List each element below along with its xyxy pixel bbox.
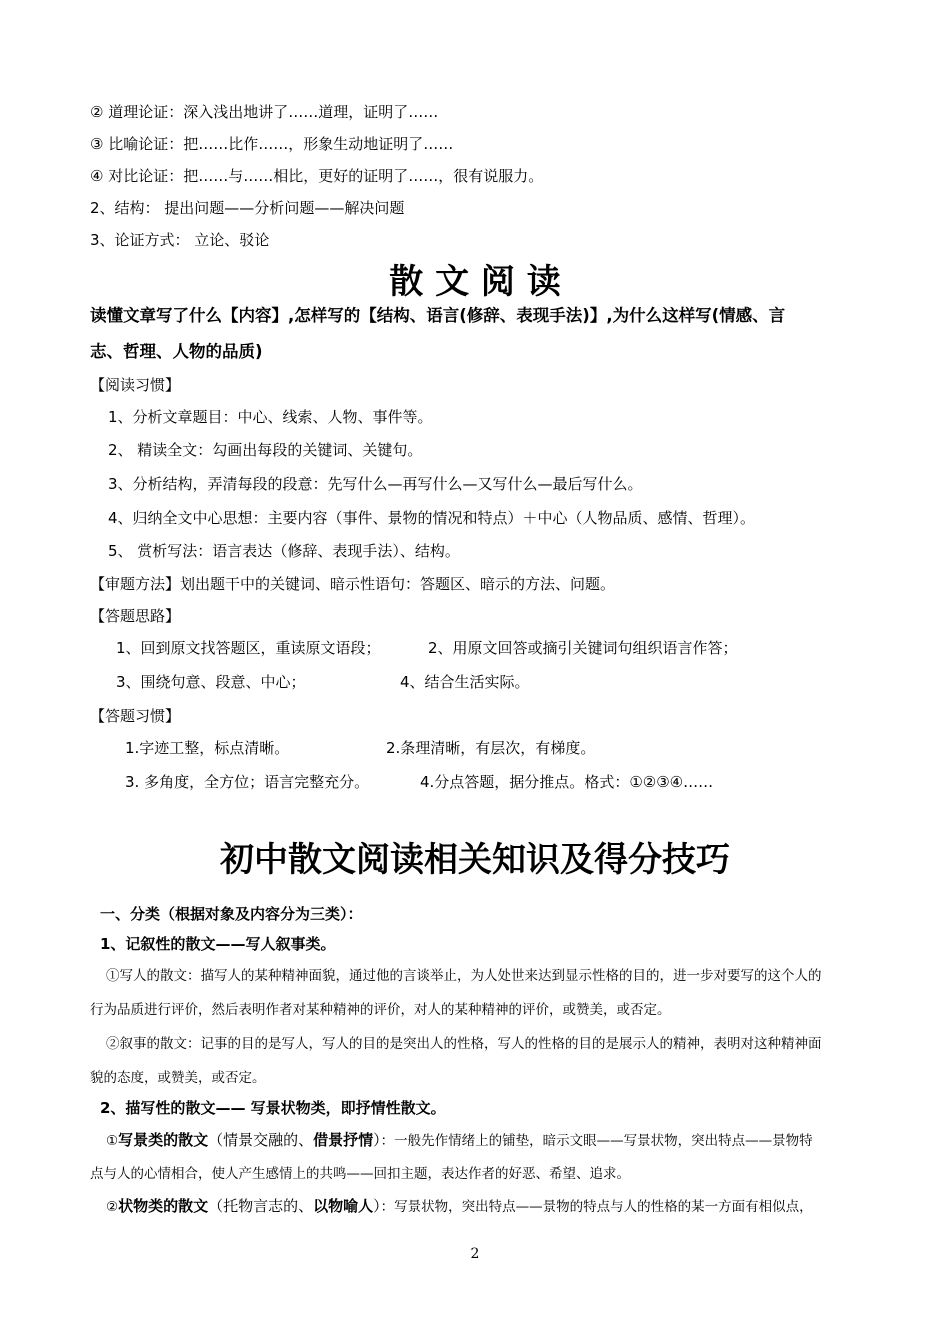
reading-habit-item: 1、分析文章题目：中心、线索、人物、事件等。 (108, 408, 433, 426)
object-paren-open: （托物言志的、 (208, 1197, 314, 1215)
scenery-prose-line2: 点与人的心情相合，使人产生感情上的共鸣——回扣主题，表达作者的好恶、希望、追求。 (90, 1166, 630, 1182)
approach-item: 2、用原文回答或摘引关键词句组织语言作答； (428, 639, 738, 657)
review-method-line: 【审题方法】划出题干中的关键词、暗示性语句：答题区、暗示的方法、问题。 (90, 575, 616, 593)
category-descriptive: 2、描写性的散文—— 写景状物类，即抒情性散文。 (100, 1099, 446, 1117)
answer-habit-item: 3. 多角度，全方位；语言完整充分。 (125, 773, 370, 791)
answer-habit-item: 1.字迹工整，标点清晰。 (125, 739, 290, 757)
reading-habit-item: 4、归纳全文中心思想：主要内容（事件、景物的情况和特点）＋中心（人物品质、感情、哲理）。 (108, 509, 756, 527)
scenery-desc: ：一般先作情绪上的铺垫，暗示文眼——写景状物，突出特点——景物特 (380, 1133, 813, 1149)
scenery-paren-close: ） (373, 1131, 381, 1149)
narrative-prose-line1: ②叙事的散文：记事的目的是写人，写人的目的是突出人的性格，写人的性格的目的是展示人的精神，表明对这种精神面 (106, 1036, 822, 1052)
method-metaphor: ③ 比喻论证：把……比作……，形象生动地证明了…… (90, 135, 454, 153)
reading-habit-item: 2、 精读全文：勾画出每段的关键词、关键句。 (108, 441, 423, 459)
answer-habits-heading: 【答题习惯】 (90, 707, 181, 725)
answer-habit-item: 2.条理清晰，有层次，有梯度。 (386, 739, 596, 757)
prose-reading-title: 散 文 阅 读 (389, 262, 561, 302)
method-contrast: ④ 对比论证：把……与……相比，更好的证明了……，很有说服力。 (90, 167, 544, 185)
object-paren-bold: 以物喻人 (313, 1197, 374, 1215)
item-marker: ② (106, 1199, 119, 1215)
page-number: 2 (470, 1246, 480, 1262)
prose-intro-line1: 读懂文章写了什么【内容】,怎样写的【结构、语言(修辞、表现手法)】,为什么这样写(情感、言 (90, 306, 786, 325)
approach-heading: 【答题思路】 (90, 607, 181, 625)
classification-heading: 一、分类（根据对象及内容分为三类）： (100, 905, 363, 923)
approach-item: 3、围绕句意、段意、中心； (116, 673, 306, 691)
scenery-paren-open: （情景交融的、 (208, 1131, 314, 1149)
object-prose-line1 (106, 1196, 813, 1217)
answer-habit-item: 4.分点答题，据分推点。格式：①②③④…… (420, 773, 714, 791)
prose-intro-line2: 志、哲理、人物的品质) (90, 342, 263, 361)
portrait-prose-line1: ①写人的散文：描写人的某种精神面貌，通过他的言谈举止，为人处世来达到显示性格的目的，进一步对要写的这个人的 (106, 968, 822, 984)
narrative-prose-line2: 貌的态度，或赞美，或否定。 (90, 1070, 266, 1086)
scenery-prose-line1 (106, 1130, 813, 1151)
structure-line: 2、结构： 提出问题——分析问题——解决问题 (90, 199, 405, 217)
reading-habit-item: 3、分析结构，弄清每段的段意：先写什么—再写什么—又写什么—最后写什么。 (108, 475, 643, 493)
object-paren-close: ） (373, 1197, 381, 1215)
approach-item: 1、回到原文找答题区，重读原文语段； (116, 639, 381, 657)
object-prose-name: 状物类的散文 (118, 1197, 209, 1215)
scenery-paren-bold: 借景抒情 (313, 1131, 374, 1149)
reading-habit-item: 5、 赏析写法：语言表达（修辞、表现手法）、结构。 (108, 542, 460, 560)
portrait-prose-line2: 行为品质进行评价，然后表明作者对某种精神的评价，对人的某种精神的评价，或赞美，或否定。 (90, 1002, 671, 1018)
knowledge-title: 初中散文阅读相关知识及得分技巧 (220, 840, 730, 880)
method-reasoning: ② 道理论证：深入浅出地讲了……道理，证明了…… (90, 103, 439, 121)
scenery-prose-name: 写景类的散文 (118, 1131, 209, 1149)
reading-habits-heading: 【阅读习惯】 (90, 376, 181, 394)
category-narrative: 1、记叙性的散文——写人叙事类。 (100, 935, 336, 953)
approach-item: 4、结合生活实际。 (400, 673, 530, 691)
argument-mode-line: 3、论证方式： 立论、驳论 (90, 231, 270, 249)
item-marker: ① (106, 1133, 119, 1149)
object-desc: ：写景状物，突出特点——景物的特点与人的性格的某一方面有相似点， (380, 1199, 813, 1215)
